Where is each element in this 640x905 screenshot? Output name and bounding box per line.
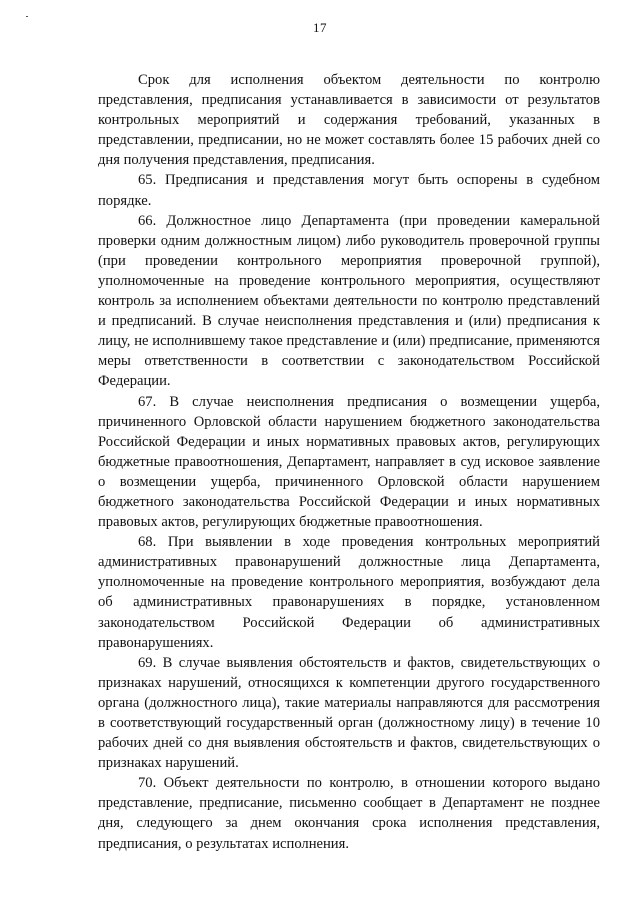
scan-speck (26, 16, 28, 17)
paragraph-65: 65. Предписания и представления могут быть оспорены в судебном порядке. (98, 172, 600, 209)
page-number: 17 (313, 20, 327, 35)
paragraph-67: 67. В случае неисполнения предписания о возмещении ущерба, причиненного Орловской области нарушением бюджетного законодательства Российской Федерации и иных нормативных правовых актов, регулирующих бюджетные правоотношения, Департамент, направляет в суд исковое заявление о возмещении ущерба, причиненного Орловской области нарушением бюджетного законодательства Российской Федерации и иных нормативных правовых актов, регулирующих бюджетные правоотношения. (98, 393, 600, 531)
paragraph-68: 68. При выявлении в ходе проведения контрольных мероприятий административных правонарушений должностные лица Департамента, уполномоченные на проведение контрольного мероприятия, возбуждают дела об административных правонарушениях в порядке, установленном законодательством Российской Федерации об административных правонарушениях. (98, 534, 600, 651)
document-body (98, 70, 600, 854)
paragraph-66: 66. Должностное лицо Департамента (при проведении камеральной проверки одним должностным лицом) либо руководитель проверочной группы (при проведении контрольного мероприятия проверочной группой), уполномоченные на проведение контрольного мероприятия, осуществляют контроль за исполнением объектами деятельности по контролю представлений и предписаний. В случае неисполнения представления и (или) предписания к лицу, не исполнившему такое представление и (или) предписание, применяются меры ответственности в соответствии с законодательством Российской Федерации. (98, 212, 600, 390)
paragraph-deadline: Срок для исполнения объектом деятельности по контролю представления, предписания устанавливается в зависимости от результатов контрольных мероприятий и содержания требований, указанных в представлении, предписании, но не может составлять более 15 рабочих дней со дня получения представления, предписания. (98, 72, 600, 169)
paragraph-70: 70. Объект деятельности по контролю, в отношении которого выдано представление, предписание, письменно сообщает в Департамент не позднее дня, следующего за днем окончания срока исполнения представления, предписания, о результатах исполнения. (98, 775, 600, 852)
paragraph-69: 69. В случае выявления обстоятельств и фактов, свидетельствующих о признаках нарушений, относящихся к компетенции другого государственного органа (должностного лица), такие материалы направляются для рассмотрения в соответствующий государственный орган (должностному лицу) в течение 10 рабочих дней со дня выявления обстоятельств и фактов, свидетельствующих о признаках нарушений. (98, 654, 600, 772)
